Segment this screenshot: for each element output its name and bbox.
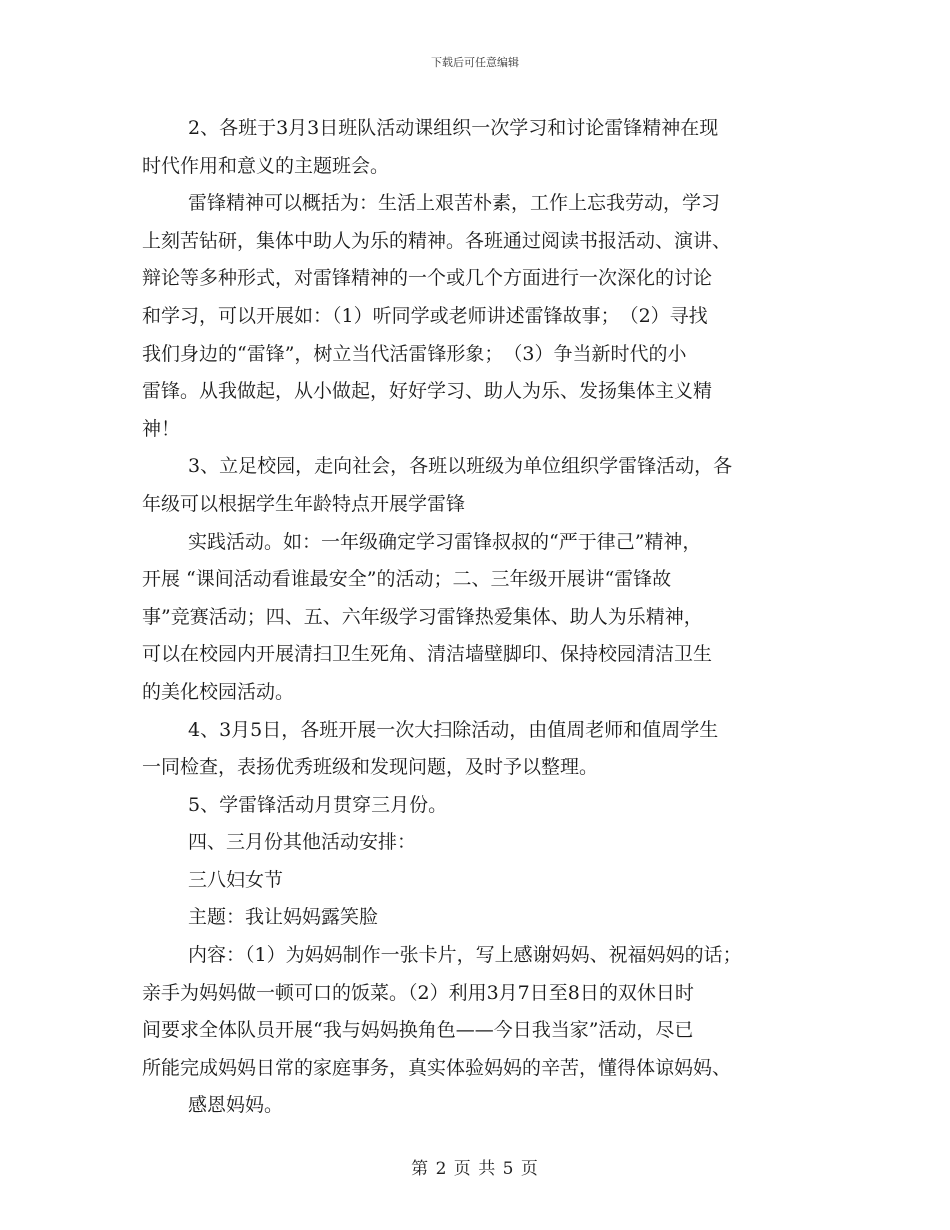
text-line: 一同检查，表扬优秀班级和发现问题，及时予以整理。 — [142, 756, 599, 779]
text-line: 内容：（1）为妈妈制作一张卡片，写上感谢妈妈、祝福妈妈的话； — [188, 944, 742, 967]
text-line: 实践活动。如：一年级确定学习雷锋叔叔的“严于律己”精神， — [188, 530, 702, 553]
text-line: 时代作用和意义的主题班会。 — [142, 154, 390, 177]
text-line: 主题：我让妈妈露笑脸 — [188, 906, 379, 929]
page-number: 第 2 页 共 5 页 — [411, 1159, 539, 1179]
text-line: 感恩妈妈。 — [188, 1094, 284, 1117]
text-line: 雷锋。从我做起，从小做起，好好学习、助人为乐、发扬集体主义精 — [142, 380, 713, 403]
text-line: 亲手为妈妈做一顿可口的饭菜。（2）利用3月7日至8日的双休日时 — [142, 981, 694, 1004]
document-body — [142, 110, 810, 1125]
text-line: 我们身边的“雷锋”，树立当代活雷锋形象； （3）争当新时代的小 — [142, 342, 687, 365]
text-line: 3、立足校园，走向社会，各班以班级为单位组织学雷锋活动，各 — [188, 455, 733, 478]
text-line: 三八妇女节 — [188, 868, 284, 891]
text-line: 事”竞赛活动；四、五、六年级学习雷锋热爱集体、助人为乐精神， — [142, 605, 703, 628]
text-line: 雷锋精神可以概括为：生活上艰苦朴素，工作上忘我劳动，学习 — [188, 192, 721, 215]
text-line: 上刻苦钻研，集体中助人为乐的精神。各班通过阅读书报活动、演讲、 — [142, 229, 732, 252]
text-line: 4、3月5日，各班开展一次大扫除活动，由值周老师和值周学生 — [188, 718, 719, 741]
text-line: 和学习，可以开展如：（1）听同学或老师讲述雷锋故事； （2）寻找 — [142, 304, 708, 327]
text-line: 开展 “课间活动看谁最安全”的活动；二、三年级开展讲“雷锋故 — [142, 568, 672, 591]
text-line: 四、三月份其他活动安排： — [188, 831, 417, 854]
text-line: 所能完成妈妈日常的家庭事务，真实体验妈妈的辛苦，懂得体谅妈妈、 — [142, 1056, 732, 1079]
text-line: 神！ — [142, 417, 181, 440]
text-line: 5、学雷锋活动月贯穿三月份。 — [188, 793, 448, 816]
text-line: 的美化校园活动。 — [142, 680, 295, 703]
text-line: 可以在校园内开展清扫卫生死角、清洁墙壁脚印、保持校园清洁卫生 — [142, 643, 713, 666]
text-line: 2、各班于3月3日班队活动课组织一次学习和讨论雷锋精神在现 — [188, 117, 719, 139]
text-line: 间要求全体队员开展“我与妈妈换角色——今日我当家”活动，尽已 — [142, 1019, 694, 1042]
text-line: 年级可以根据学生年龄特点开展学雷锋 — [142, 492, 466, 515]
page-header: 下载后可任意编辑 — [431, 56, 519, 69]
text-line: 辩论等多种形式，对雷锋精神的一个或几个方面进行一次深化的讨论 — [142, 267, 713, 290]
